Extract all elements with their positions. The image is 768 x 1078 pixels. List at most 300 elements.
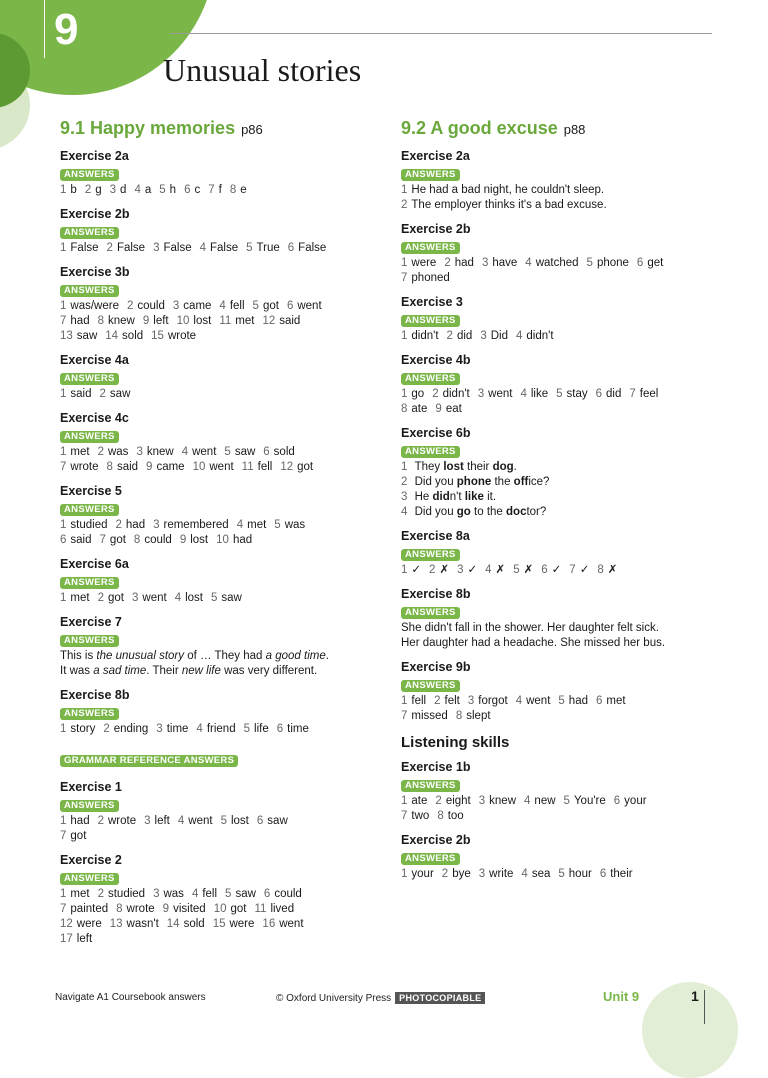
answer-text-line: [401, 636, 721, 651]
answer-value: lived: [270, 903, 295, 915]
answer-value: False: [163, 242, 192, 254]
answer-item: [116, 903, 155, 915]
answer-number: 4: [485, 564, 492, 576]
answer-item: [60, 918, 102, 930]
answer-item: [60, 388, 92, 400]
answer-item: [193, 461, 234, 473]
answer-number: 10: [213, 903, 227, 915]
left-exercises: [60, 148, 380, 737]
answer-number: 8: [133, 534, 141, 546]
answer-value: had: [70, 815, 90, 827]
answer-item: [244, 723, 269, 735]
answer-item: [541, 564, 561, 576]
exercise-title: Exercise 2: [60, 853, 122, 867]
answer-number: 5: [252, 300, 259, 312]
answer-value: wrote: [167, 330, 197, 342]
answer-value: had: [568, 695, 588, 707]
answer-number: 5: [586, 257, 593, 269]
exercise-title: Exercise 5: [60, 484, 122, 498]
answer-item: [435, 795, 470, 807]
grammar-reference-header: [60, 755, 380, 769]
answer-value: ✗: [439, 564, 450, 576]
answer-value: went: [188, 815, 213, 827]
answer-number: 17: [60, 933, 73, 945]
answer-value: didn't: [526, 330, 554, 342]
answer-item: [401, 695, 426, 707]
answer-value: like: [530, 388, 549, 400]
answer-value: said: [70, 388, 92, 400]
answer-item: [479, 868, 514, 880]
answer-number: 1: [401, 795, 408, 807]
answer-text: Her daughter had a headache. She missed her bus.: [401, 637, 666, 649]
left-column: [60, 118, 380, 955]
answer-value: fell: [257, 461, 273, 473]
answer-text: the unusual story: [96, 650, 185, 662]
answer-value: saw: [267, 815, 288, 827]
answer-text: They: [414, 461, 444, 473]
answer-value: Did: [490, 330, 508, 342]
answer-number: 8: [116, 903, 123, 915]
answer-number: 9: [146, 461, 153, 473]
answer-number: 2: [97, 815, 104, 827]
answer-number: 7: [401, 810, 408, 822]
answer-item: [597, 564, 617, 576]
answer-item: [242, 461, 273, 473]
answer-value: your: [624, 795, 647, 807]
answer-number: 4: [196, 723, 203, 735]
answer-item: [146, 461, 185, 473]
answer-number: 2: [99, 388, 106, 400]
answer-number: 6: [541, 564, 548, 576]
answer-line: [60, 887, 380, 902]
answer-number: 6: [276, 723, 284, 735]
answer-item: [153, 519, 229, 531]
answer-value: ✓: [579, 564, 590, 576]
page-number: 1: [691, 988, 699, 1004]
answer-line: [60, 329, 380, 344]
answer-number: 2: [435, 795, 442, 807]
answer-value: went: [192, 446, 217, 458]
answer-value: saw: [221, 592, 242, 604]
answer-value: He had a bad night, he couldn't sleep.: [411, 184, 605, 196]
answer-item: [277, 723, 309, 735]
answer-value: life: [254, 723, 269, 735]
answer-item: [143, 315, 169, 327]
answer-text: off: [513, 476, 529, 488]
answer-number: 11: [241, 461, 254, 473]
footer-book-title: Navigate A1 Coursebook answers: [55, 992, 206, 1003]
answer-value: ✓: [467, 564, 478, 576]
answer-line: [401, 709, 721, 724]
answer-value: eight: [445, 795, 471, 807]
answer-number: 1: [401, 695, 408, 707]
answer-text: phone: [456, 476, 492, 488]
exercise-block: [60, 352, 380, 402]
answer-text: Did you: [414, 476, 457, 488]
answer-value: new: [534, 795, 556, 807]
answer-number: 1: [60, 592, 67, 604]
answers-badge: ANSWERS: [401, 549, 460, 561]
answer-text-line: [401, 505, 721, 520]
answer-item: [401, 795, 427, 807]
answer-value: False: [70, 242, 99, 254]
exercise-block: [401, 352, 721, 417]
answer-item: [263, 446, 295, 458]
answer-value: eat: [445, 403, 462, 415]
answer-value: went: [488, 388, 513, 400]
answer-line: [401, 402, 721, 417]
answer-number: 9: [179, 534, 187, 546]
answer-item: [401, 403, 427, 415]
answer-line: [60, 814, 380, 829]
answer-item: [98, 446, 129, 458]
answer-item: [175, 592, 203, 604]
answer-number: 5: [513, 564, 520, 576]
answer-value: could: [137, 300, 165, 312]
answer-number: 4: [181, 446, 189, 458]
answer-item: [159, 184, 176, 196]
answer-number: 6: [263, 446, 270, 458]
answer-text-line: [60, 649, 380, 664]
answer-number: 7: [208, 184, 215, 196]
answer-item: [178, 815, 213, 827]
answer-number: 3: [478, 795, 486, 807]
answer-value: got: [297, 461, 314, 473]
answer-item: [132, 592, 167, 604]
footer-decor-circle: [642, 982, 738, 1078]
answer-value: b: [70, 184, 77, 196]
exercise-block: [60, 483, 380, 548]
answer-text: . Their: [146, 665, 182, 677]
answer-text-line: [401, 490, 721, 505]
answer-value: fell: [229, 300, 245, 312]
answer-number: 5: [159, 184, 166, 196]
answer-item: [60, 815, 90, 827]
answers-badge: ANSWERS: [401, 607, 460, 619]
exercise-block: [60, 410, 380, 475]
answer-item: [211, 592, 242, 604]
answer-value: went: [297, 300, 322, 312]
answer-value: got: [262, 300, 279, 312]
answer-value: fell: [202, 888, 218, 900]
answer-item: [200, 242, 239, 254]
answer-number: 8: [106, 461, 113, 473]
answer-item: [596, 388, 622, 400]
answer-value: was: [284, 519, 306, 531]
exercise-block: [401, 759, 721, 824]
answer-text-line: [401, 460, 721, 475]
answer-item: [558, 868, 591, 880]
answer-number: 8: [401, 403, 408, 415]
answer-item: [401, 257, 436, 269]
answer-value: met: [235, 315, 255, 327]
answer-item: [110, 184, 127, 196]
answer-value: could: [144, 534, 172, 546]
answer-number: 5: [563, 795, 570, 807]
answers-badge-line: [401, 169, 721, 183]
answer-value: ending: [113, 723, 149, 735]
answer-number: 11: [219, 315, 232, 327]
answer-value: False: [298, 242, 327, 254]
answers-badge-line: [401, 446, 721, 460]
answer-item: [153, 888, 184, 900]
answer-item: [253, 300, 279, 312]
answer-text: new life: [181, 665, 221, 677]
answer-item: [401, 710, 448, 722]
answer-value: felt: [444, 695, 460, 707]
answer-line: [401, 271, 721, 286]
answer-text: This is: [60, 650, 97, 662]
answer-value: fell: [411, 695, 427, 707]
answer-number: 8: [97, 315, 104, 327]
exercise-block: [60, 779, 380, 844]
answer-value: lost: [193, 315, 212, 327]
answer-item: [479, 795, 516, 807]
answer-item: [224, 446, 255, 458]
answers-badge: ANSWERS: [60, 504, 119, 516]
answer-item: [456, 710, 491, 722]
answer-value: sold: [273, 446, 295, 458]
answer-item: [180, 534, 208, 546]
answer-text: dog: [492, 461, 514, 473]
answer-value: met: [70, 446, 90, 458]
answer-number: 2: [401, 476, 411, 488]
answer-value: d: [120, 184, 127, 196]
answer-number: 1: [60, 242, 67, 254]
answer-item: [520, 388, 548, 400]
answers-badge: ANSWERS: [60, 227, 119, 239]
exercise-block: [401, 832, 721, 882]
answer-line: [60, 241, 380, 256]
answer-value: ✗: [495, 564, 506, 576]
answer-number: 13: [109, 918, 123, 930]
answer-item: [524, 795, 556, 807]
answer-item: [280, 461, 313, 473]
exercise-block: [401, 659, 721, 724]
answer-number: 5: [243, 723, 251, 735]
exercise-title: Exercise 6b: [401, 426, 471, 440]
answer-value: said: [116, 461, 139, 473]
answers-badge-line: [401, 549, 721, 563]
answer-text: Did you: [414, 506, 457, 518]
right-exercises: [401, 148, 721, 724]
answer-value: came: [183, 300, 212, 312]
answer-item: [225, 888, 256, 900]
answer-value: sea: [531, 868, 551, 880]
grammar-exercises: [60, 779, 380, 947]
answer-item: [151, 330, 196, 342]
answer-item: [525, 257, 578, 269]
answer-item: [482, 257, 517, 269]
answer-line: [401, 387, 721, 402]
answer-value: h: [169, 184, 177, 196]
answer-value: wrote: [126, 903, 155, 915]
answer-item: [182, 446, 217, 458]
answer-value: met: [70, 888, 90, 900]
exercise-title: Exercise 9b: [401, 660, 471, 674]
exercise-block: [60, 206, 380, 256]
exercise-block: [60, 556, 380, 606]
answer-text: lost: [443, 461, 464, 473]
answer-value: went: [209, 461, 234, 473]
exercise-title: Exercise 4a: [60, 353, 129, 367]
answer-value: studied: [70, 519, 108, 531]
answer-number: 2: [103, 723, 110, 735]
right-column: [401, 118, 721, 890]
answers-badge-line: [60, 169, 380, 183]
answer-value: wasn't: [126, 918, 159, 930]
answers-badge: ANSWERS: [401, 169, 460, 181]
answer-value: painted: [70, 903, 109, 915]
answer-number: 3: [457, 564, 464, 576]
exercise-block: [401, 221, 721, 286]
answer-number: 12: [280, 461, 294, 473]
answer-value: got: [230, 903, 247, 915]
answer-text: their: [463, 461, 493, 473]
exercise-title: Exercise 2b: [401, 222, 471, 236]
answers-badge: ANSWERS: [60, 285, 119, 297]
answer-value: left: [76, 933, 93, 945]
exercise-block: [401, 586, 721, 651]
answer-number: 8: [597, 564, 604, 576]
answer-item: [214, 903, 247, 915]
exercise-title: Exercise 2b: [401, 833, 471, 847]
answer-number: 1: [60, 446, 67, 458]
answer-number: 1: [60, 184, 67, 196]
answer-item: [219, 315, 254, 327]
answer-item: [264, 888, 302, 900]
answer-item: [60, 903, 108, 915]
answer-item: [153, 242, 192, 254]
answer-item: [219, 300, 244, 312]
answer-value: two: [411, 810, 430, 822]
exercise-title: Exercise 6a: [60, 557, 129, 571]
answer-text: .: [513, 461, 517, 473]
answer-number: 4: [219, 300, 226, 312]
answer-value: f: [218, 184, 222, 196]
answer-item: [401, 184, 604, 196]
answer-value: left: [153, 315, 169, 327]
answer-line: [401, 256, 721, 271]
answer-item: [444, 257, 474, 269]
answer-item: [167, 918, 205, 930]
answer-line: [60, 314, 380, 329]
answer-line: [60, 932, 380, 947]
answer-item: [556, 388, 588, 400]
exercise-block: [60, 687, 380, 737]
answer-item: [60, 184, 77, 196]
answer-value: was/were: [70, 300, 119, 312]
answer-value: left: [154, 815, 170, 827]
answer-item: [274, 519, 305, 531]
answer-value: said: [70, 534, 92, 546]
answer-item: [432, 388, 470, 400]
answer-line: [60, 829, 380, 844]
answer-item: [629, 388, 658, 400]
answer-number: 6: [256, 815, 264, 827]
answer-item: [60, 315, 90, 327]
answer-number: 9: [435, 403, 442, 415]
answer-item: [60, 830, 86, 842]
answer-text-line: [401, 621, 721, 636]
answer-number: 2: [429, 564, 436, 576]
answer-item: [516, 695, 551, 707]
answer-item: [184, 184, 200, 196]
answer-value: get: [647, 257, 664, 269]
answer-item: [596, 695, 626, 707]
answer-value: have: [492, 257, 518, 269]
answer-number: 2: [106, 242, 113, 254]
answer-value: came: [156, 461, 185, 473]
answer-value: hour: [568, 868, 592, 880]
answer-number: 2: [401, 199, 408, 211]
answer-value: went: [526, 695, 551, 707]
answers-badge-line: [401, 315, 721, 329]
section-title-text: 9.2 A good excuse: [401, 118, 558, 138]
answer-number: 16: [262, 918, 276, 930]
answer-number: 4: [515, 330, 523, 342]
answer-number: 2: [115, 519, 122, 531]
answers-badge-line: [401, 780, 721, 794]
answer-item: [107, 242, 146, 254]
answer-value: False: [116, 242, 146, 254]
answer-number: 1: [60, 519, 67, 531]
footer-divider: [704, 990, 705, 1024]
header-rule: [170, 33, 712, 34]
answer-value: saw: [235, 888, 256, 900]
exercise-block: [401, 294, 721, 344]
answer-number: 1: [401, 330, 408, 342]
answer-value: wrote: [108, 815, 137, 827]
page-title: Unusual stories: [163, 52, 362, 88]
section-page-ref: p86: [241, 122, 263, 137]
answer-number: 14: [166, 918, 180, 930]
exercise-title: Exercise 8a: [401, 529, 470, 543]
answer-value: stay: [566, 388, 588, 400]
answers-badge: ANSWERS: [60, 800, 119, 812]
answer-value: time: [287, 723, 309, 735]
answer-number: 4: [174, 592, 182, 604]
answer-line: [60, 533, 380, 548]
answer-text: .: [325, 650, 329, 662]
answer-item: [447, 330, 473, 342]
answer-number: 3: [481, 257, 489, 269]
answers-badge-line: [60, 635, 380, 649]
answer-number: 7: [629, 388, 636, 400]
answer-item: [103, 723, 148, 735]
answer-number: 1: [401, 257, 408, 269]
answer-number: 2: [434, 695, 441, 707]
answer-value: were: [411, 257, 437, 269]
answer-number: 6: [286, 300, 294, 312]
answer-item: [478, 388, 513, 400]
answer-text: did: [432, 491, 450, 503]
answers-badge: ANSWERS: [401, 446, 460, 458]
exercise-title: Exercise 1: [60, 780, 122, 794]
answer-item: [134, 534, 172, 546]
answer-value: time: [166, 723, 189, 735]
answers-badge: ANSWERS: [401, 242, 460, 254]
answer-number: 3: [480, 330, 487, 342]
answer-value: slept: [466, 710, 491, 722]
answer-value: True: [256, 242, 280, 254]
answer-item: [105, 330, 143, 342]
answers-badge-line: [401, 680, 721, 694]
answer-number: 1: [401, 184, 408, 196]
section-title-text: 9.1 Happy memories: [60, 118, 236, 138]
answer-line: [401, 794, 721, 809]
answer-line: [60, 518, 380, 533]
